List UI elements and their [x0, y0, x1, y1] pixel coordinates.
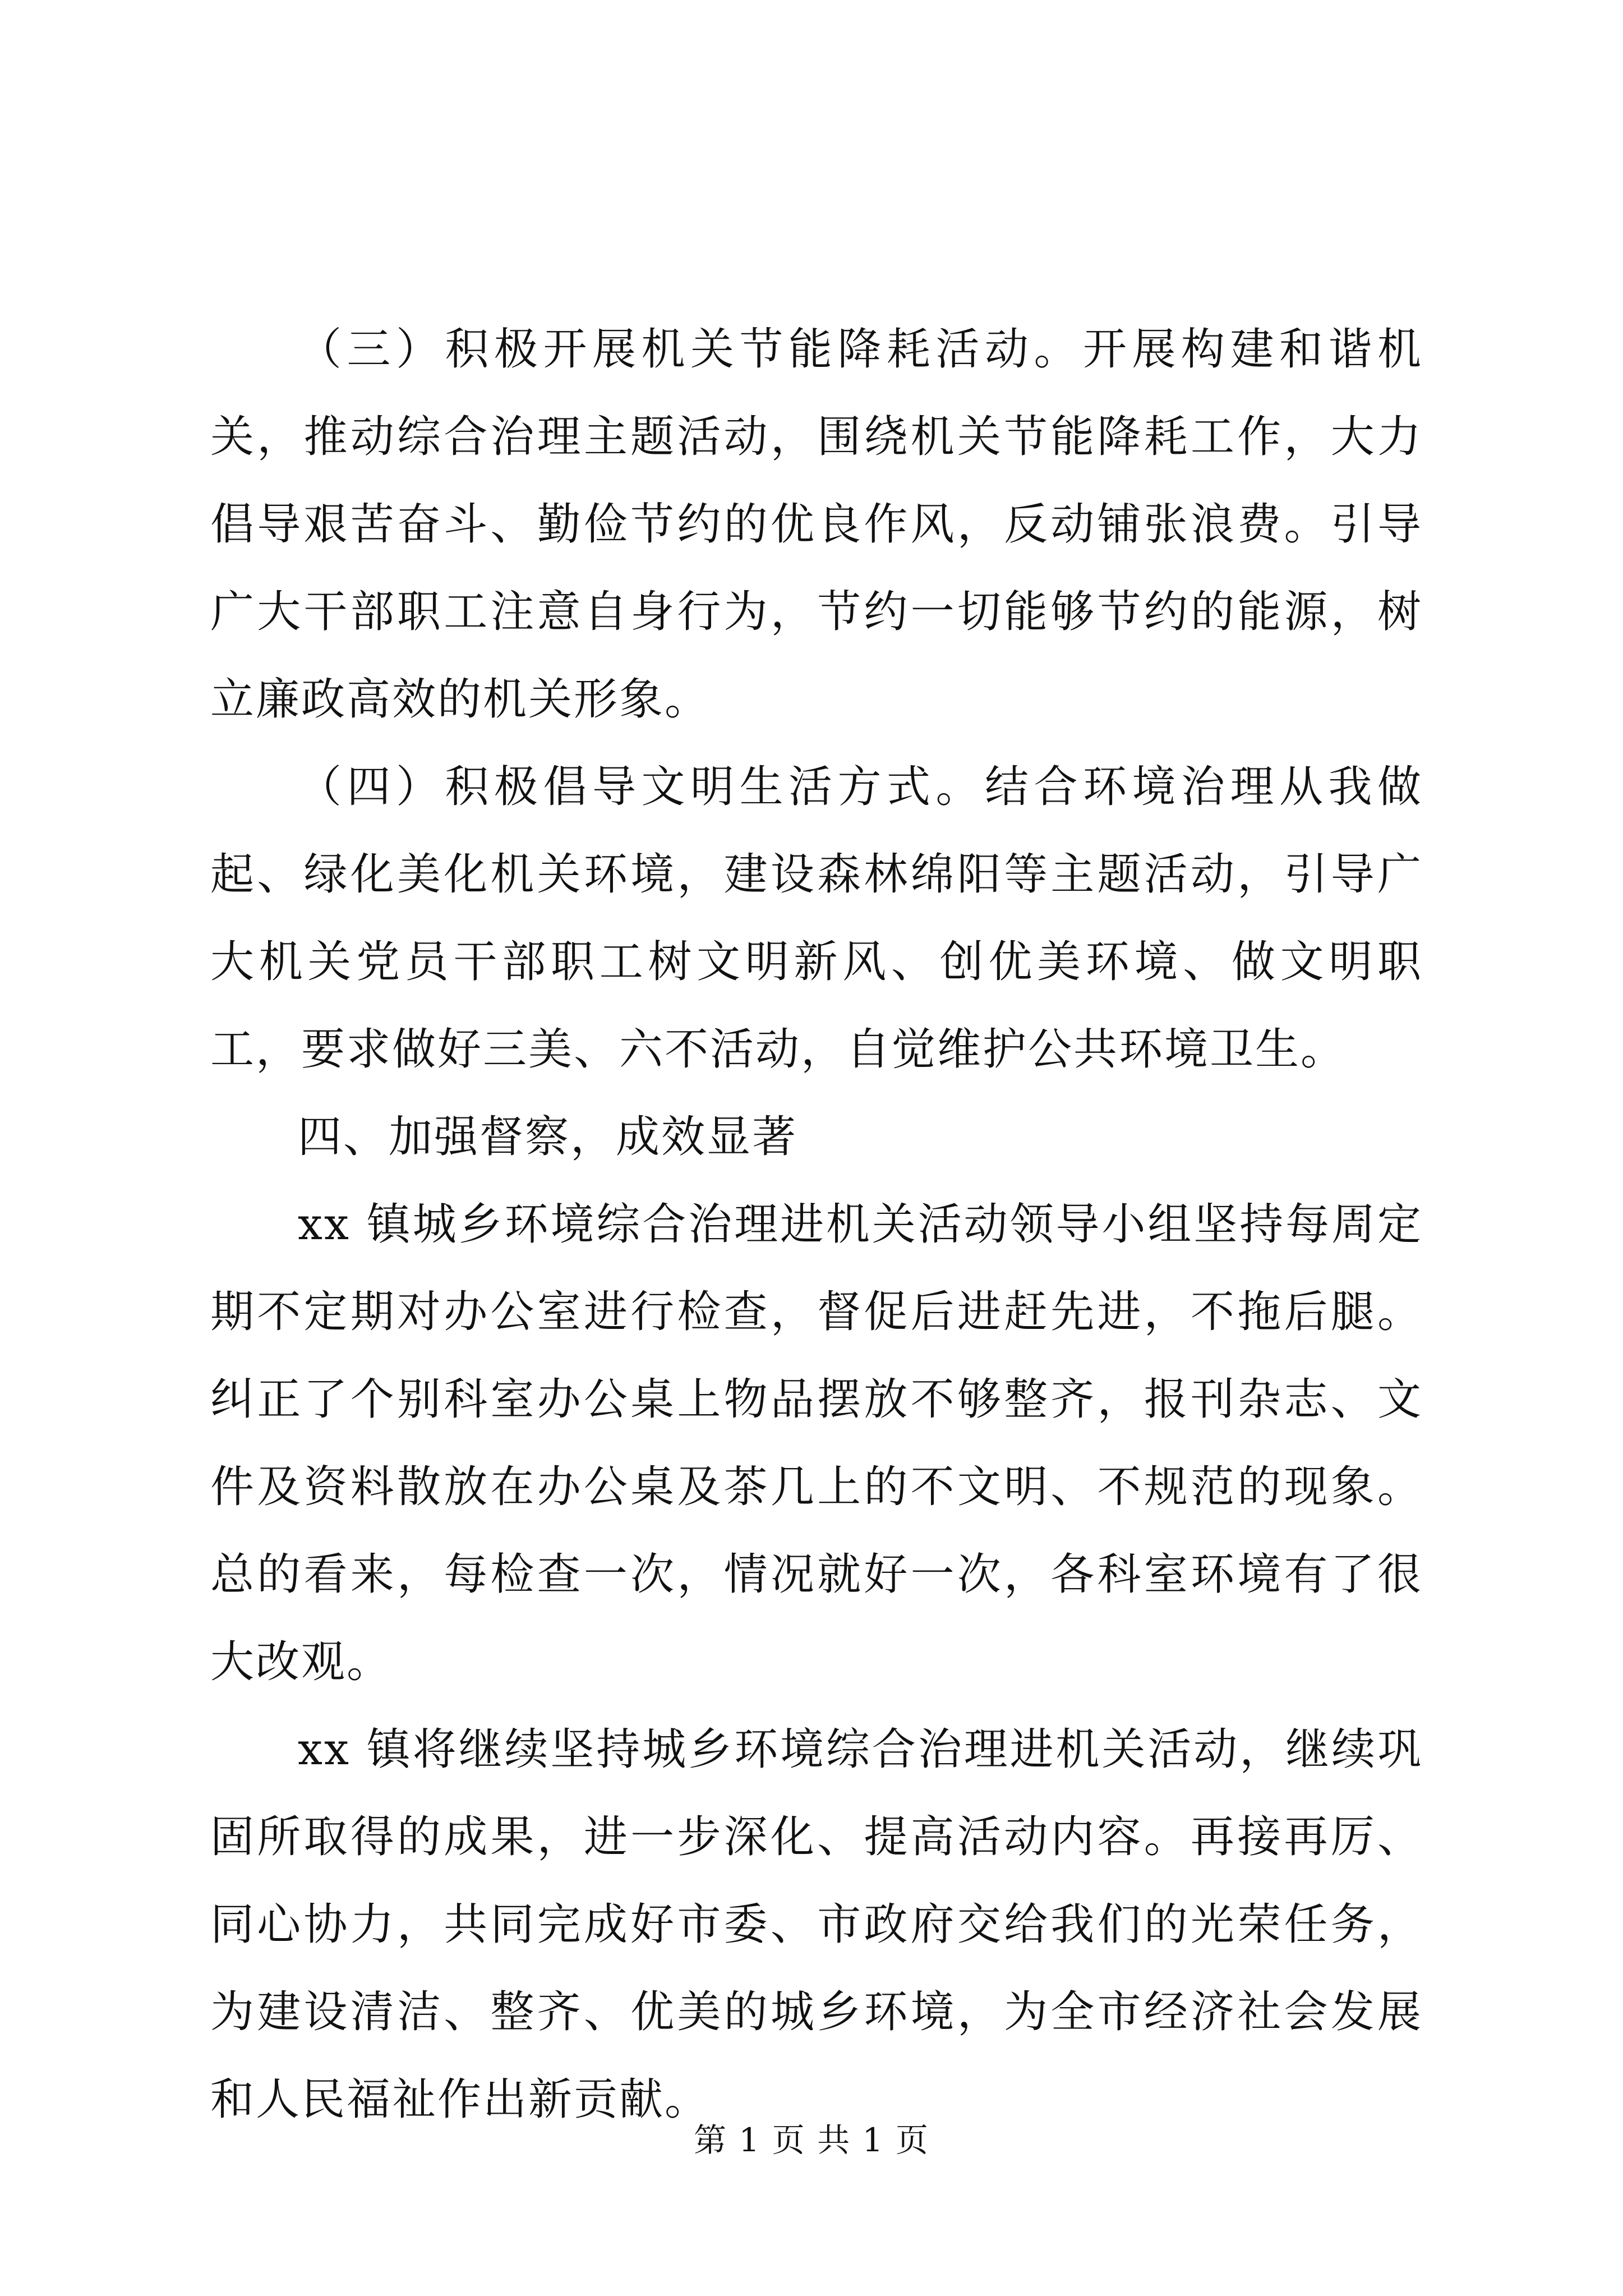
page-number-footer: 第 1 页 共 1 页 [694, 2121, 929, 2159]
paragraph-civilized-lifestyle: （四）积极倡导文明生活方式。结合环境治理从我做起、绿化美化机关环境，建设森林绵阳等主题活动，引导广大机关党员干部职工树文明新风、创优美环境、做文明职工，要求做好三美、六不活动，自觉维护公共环境卫生。 [210, 762, 1423, 1075]
document-body [210, 306, 1423, 2143]
paragraph-conclusion: xx 镇将继续坚持城乡环境综合治理进机关活动，继续巩固所取得的成果，进一步深化、提高活动内容。再接再厉、同心协力，共同完成好市委、市政府交给我们的光荣任务，为建设清洁、整齐、优美的城乡环境，为全市经济社会发展和人民福祉作出新贡献。 [210, 1724, 1423, 2125]
paragraph-energy-saving: （三）积极开展机关节能降耗活动。开展构建和谐机关，推动综合治理主题活动，围绕机关节能降耗工作，大力倡导艰苦奋斗、勤俭节约的优良作风，反动铺张浪费。引导广大干部职工注意自身行为，节约一切能够节约的能源，树立廉政高效的机关形象。 [210, 324, 1423, 725]
section-heading-supervision: 四、加强督察，成效显著 [298, 1112, 798, 1162]
paragraph-inspection-results: xx 镇城乡环境综合治理进机关活动领导小组坚持每周定期不定期对办公室进行检查，督促后进赶先进，不拖后腿。纠正了个别科室办公桌上物品摆放不够整齐，报刊杂志、文件及资料散放在办公桌及茶几上的不文明、不规范的现象。总的看来，每检查一次，情况就好一次，各科室环境有了很大改观。 [210, 1199, 1423, 1687]
